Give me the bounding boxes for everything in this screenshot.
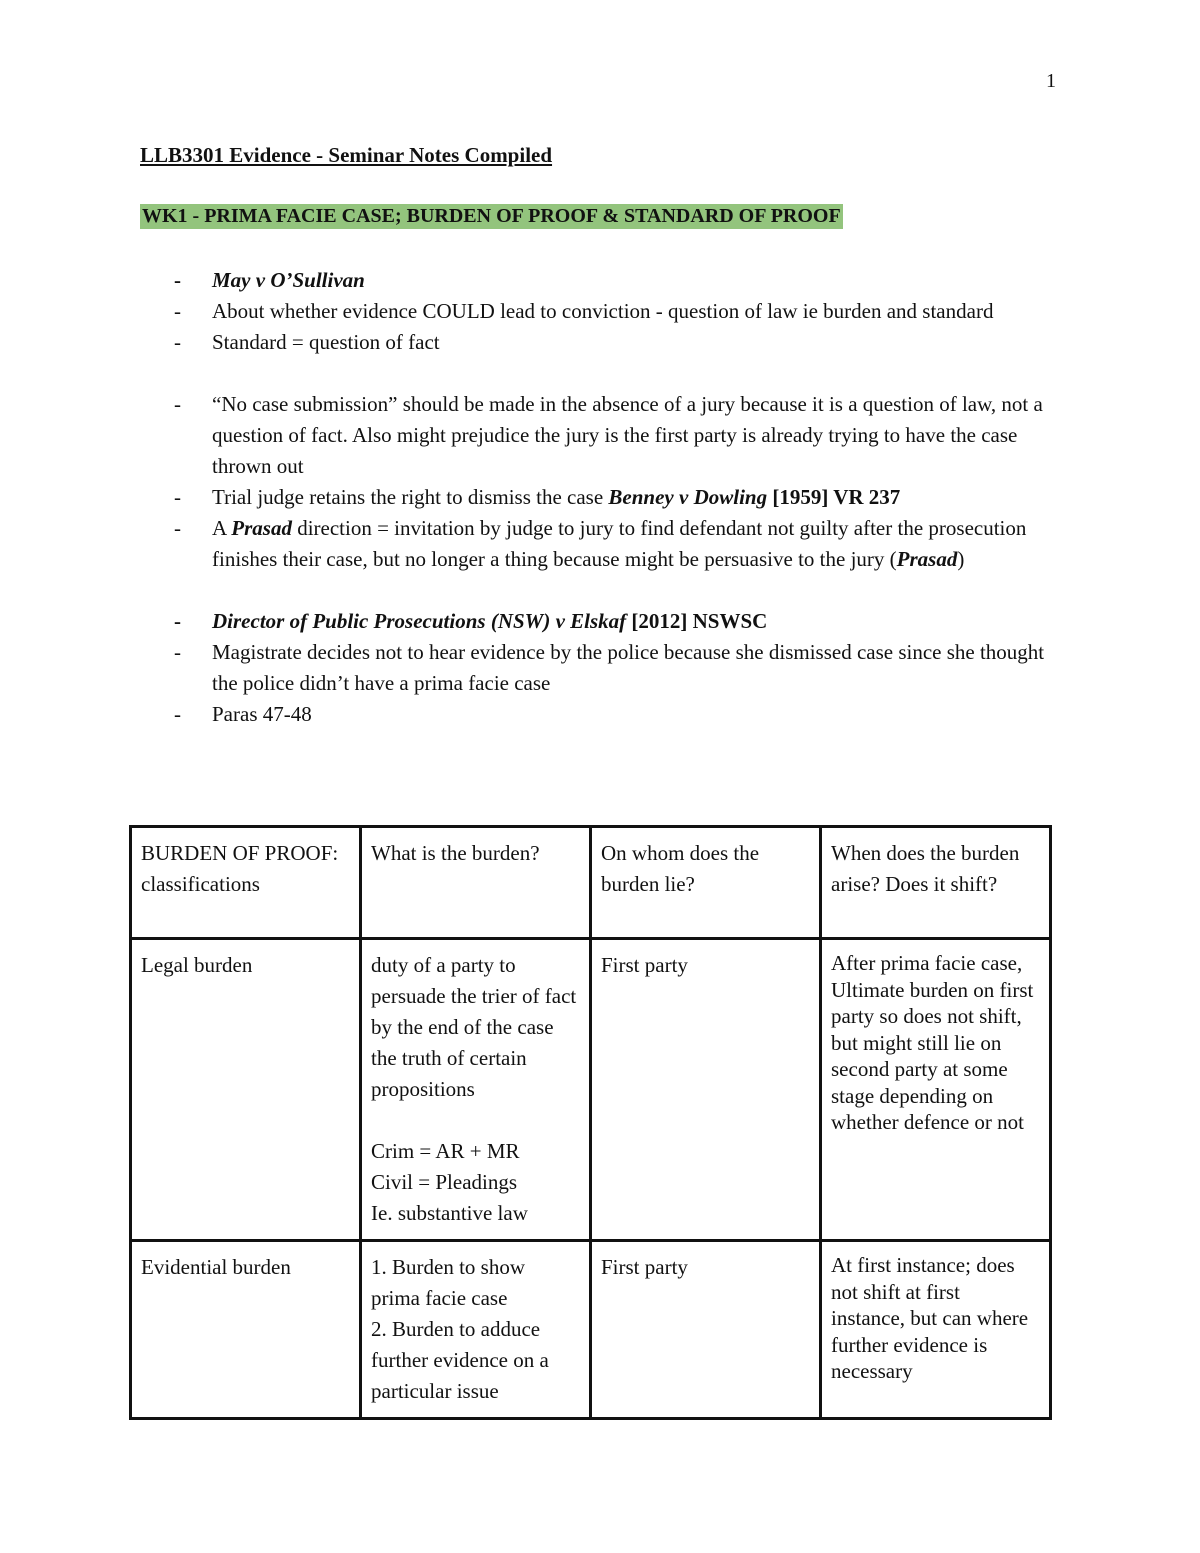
note-text: direction = invitation by judge to jury to find defendant not guilty after the prosecution finishes their case, but no longer a thing because might be persuasive to the jury ( bbox=[212, 516, 1027, 571]
note-text: “No case submission” should be made in the absence of a jury because it is a question of law, not a question of fact. Also might prejudice the jury is the first party is already trying to have the case thrown out bbox=[212, 392, 1043, 478]
table-cell: First party bbox=[591, 1241, 821, 1419]
note-text: Trial judge retains the right to dismiss the case bbox=[212, 485, 609, 509]
table-cell bbox=[821, 1241, 1051, 1419]
bullet-dash: - bbox=[174, 516, 181, 540]
case-name: Prasad bbox=[896, 547, 958, 571]
list-item bbox=[174, 699, 1074, 730]
cell-text: Ultimate burden on first party so does not shift, but might still lie on second party at some stage depending on whether defence or not bbox=[831, 977, 1034, 1134]
case-name: Prasad bbox=[231, 516, 292, 540]
table-cell: Legal burden bbox=[131, 939, 361, 1241]
note-text: Magistrate decides not to hear evidence by the police because she dismissed case since she thought the police didn’t have a prima facie case bbox=[212, 640, 1045, 695]
table-header-cell: What is the burden? bbox=[361, 827, 591, 939]
bullet-dash: - bbox=[174, 485, 181, 509]
list-item bbox=[174, 296, 1074, 327]
note-text: ) bbox=[957, 547, 965, 571]
case-citation: [2012] NSWSC bbox=[626, 609, 768, 633]
bullet-dash: - bbox=[174, 268, 181, 292]
case-name: Benney v Dowling bbox=[608, 485, 768, 509]
cell-text: Civil = Pleadings bbox=[371, 1170, 518, 1194]
document-title: LLB3301 Evidence - Seminar Notes Compiled bbox=[140, 143, 553, 167]
bullet-dash: - bbox=[174, 392, 181, 416]
bullet-dash: - bbox=[174, 640, 181, 664]
table-header-cell: BURDEN OF PROOF: classifications bbox=[131, 827, 361, 939]
cell-text: 1. Burden to show prima facie case bbox=[371, 1255, 525, 1310]
note-text: Standard = question of fact bbox=[212, 330, 440, 354]
list-item bbox=[174, 606, 1074, 637]
table-cell bbox=[821, 939, 1051, 1241]
bullet-dash: - bbox=[174, 299, 181, 323]
table-cell bbox=[361, 1241, 591, 1419]
cell-text: Crim = AR + MR bbox=[371, 1139, 520, 1163]
table-header-row bbox=[131, 827, 1051, 939]
table-cell bbox=[361, 939, 591, 1241]
cell-text: 2. Burden to adduce further evidence on a particular issue bbox=[371, 1317, 549, 1403]
list-item bbox=[174, 482, 1074, 513]
page-number: 1 bbox=[1046, 70, 1056, 92]
bullet-dash: - bbox=[174, 330, 181, 354]
note-text: About whether evidence COULD lead to conviction - question of law ie burden and standard bbox=[212, 299, 994, 323]
cell-text: duty of a party to persuade the trier of fact by the end of the case the truth of certain propositions bbox=[371, 953, 577, 1101]
list-item bbox=[174, 637, 1074, 699]
table-row bbox=[131, 1241, 1051, 1419]
list-item bbox=[174, 513, 1074, 575]
note-text: A bbox=[212, 516, 232, 540]
cell-text bbox=[371, 1105, 579, 1136]
table-cell: First party bbox=[591, 939, 821, 1241]
burden-of-proof-table bbox=[129, 825, 1052, 1420]
table-header-cell: When does the burden arise? Does it shift? bbox=[821, 827, 1051, 939]
table-row bbox=[131, 939, 1051, 1241]
list-item bbox=[174, 265, 1074, 296]
table-header-cell: On whom does the burden lie? bbox=[591, 827, 821, 939]
cell-text: Ie. substantive law bbox=[371, 1201, 528, 1225]
section-heading-wk1: WK1 - PRIMA FACIE CASE; BURDEN OF PROOF & STANDARD OF PROOF bbox=[142, 205, 841, 227]
table-cell: Evidential burden bbox=[131, 1241, 361, 1419]
case-citation: [1959] VR 237 bbox=[767, 485, 901, 509]
notes-list bbox=[174, 265, 1074, 730]
bullet-dash: - bbox=[174, 609, 181, 633]
case-name: May v O’Sullivan bbox=[212, 268, 365, 292]
bullet-dash: - bbox=[174, 702, 181, 726]
case-name: Director of Public Prosecutions (NSW) v Elskaf bbox=[212, 609, 627, 633]
cell-text: At first instance; does not shift at first instance, but can where further evidence is necessary bbox=[831, 1253, 1029, 1383]
note-text: Paras 47-48 bbox=[212, 702, 312, 726]
cell-text: After prima facie case, bbox=[831, 951, 1023, 975]
list-item bbox=[174, 327, 1074, 358]
list-item bbox=[174, 389, 1074, 482]
